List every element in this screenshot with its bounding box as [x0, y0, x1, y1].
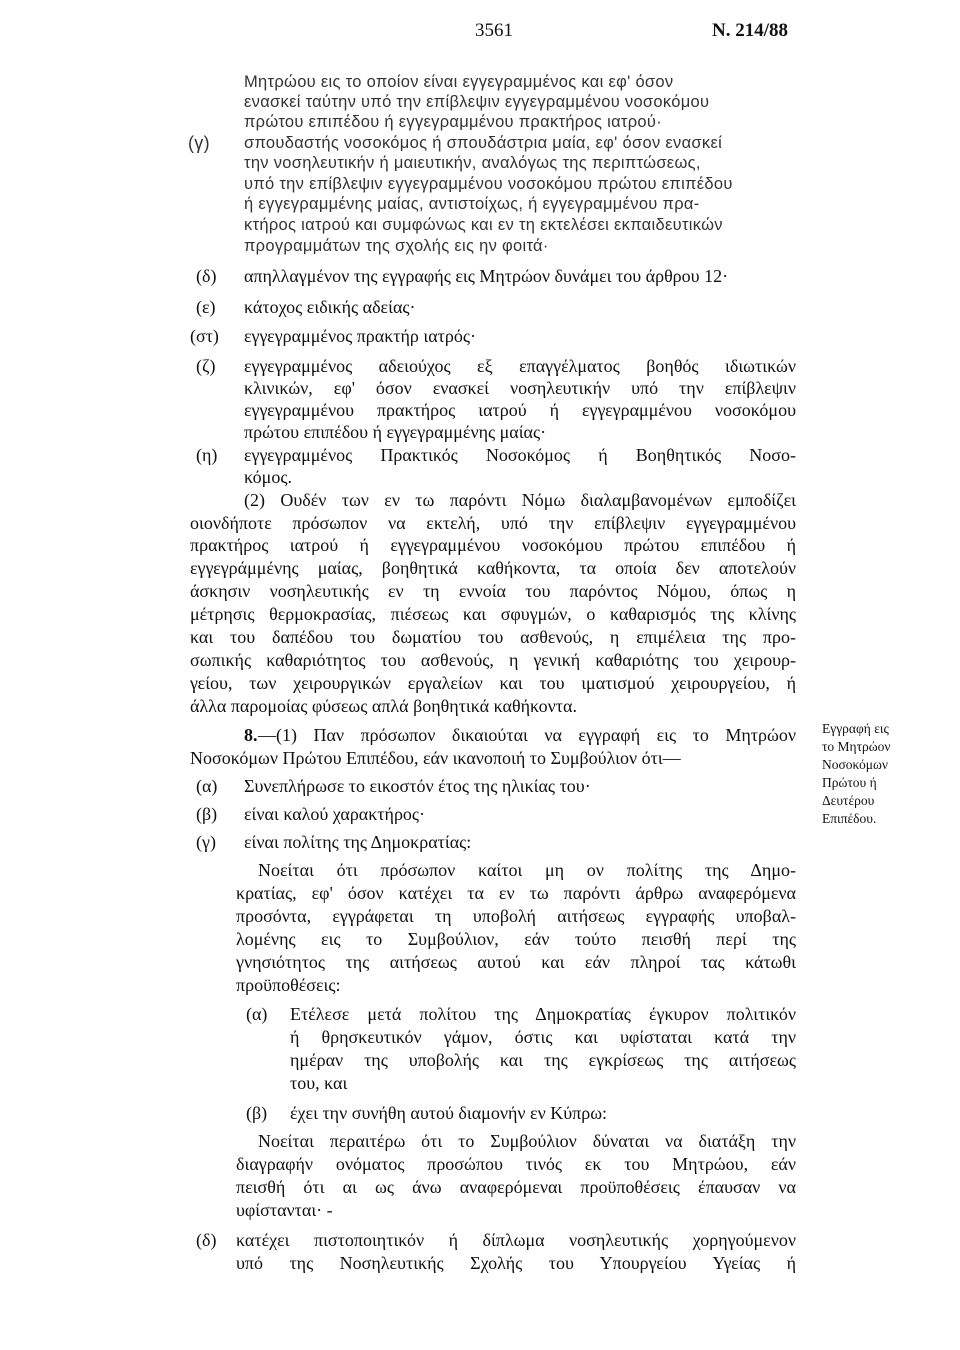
item-e-text: κάτοχος ειδικής αδείας·: [244, 297, 416, 317]
item-h-line: κόμος.: [244, 467, 292, 487]
proviso2-line: Νοείται περαιτέρω ότι το Συμβούλιον δύναται να διατάξη την: [258, 1131, 796, 1151]
para2-line: εγγεγράμμένης μαίας, βοηθητικά καθήκοντα, τα οποία δεν αποτελούν: [190, 558, 796, 578]
item-z-line: εγγεγραμμένου πρακτήρος ιατρού ή εγγεγραμμένου νοσοκόμου: [244, 400, 796, 420]
item-z-line: εγγεγραμμένος αδειούχος εξ επαγγέλματος βοηθός ιδιωτικών: [244, 356, 796, 376]
item-g-line: την νοσηλευτικήν ή μαιευτικήν, αναλόγως της περιπτώσεως,: [244, 154, 701, 172]
para2-line: μέτρησις θερμοκρασίας, πιέσεως και σφυγμών, ο καθαρισμός της κλίνης: [190, 604, 796, 624]
sub-b-text: έχει την συνήθη αυτού διαμονήν εν Κύπρω:: [290, 1103, 608, 1123]
margin-note-line: Επιπέδου.: [822, 811, 877, 826]
sub-a-line: Ετέλεσε μετά πολίτου της Δημοκρατίας έγκυρον πολιτικόν: [290, 1004, 796, 1024]
item-g-line: σπουδαστής νοσοκόμος ή σπουδάστρια μαία, εφ' όσον ενασκεί: [244, 134, 723, 152]
item-marker: (στ): [190, 326, 219, 346]
item-marker: (β): [246, 1103, 268, 1123]
item-marker: (ζ): [196, 356, 216, 376]
proviso1-line: προσόντα, εγγράφεται τη υποβολή αιτήσεως εγγραφής υποβαλ-: [236, 906, 796, 926]
sub-a-line: του, και: [290, 1073, 348, 1093]
item-marker: (δ): [196, 1230, 217, 1250]
item-z-line: κλινικών, εφ' όσον ενασκεί νοσηλευτικήν υπό την επίβλεψιν: [244, 378, 796, 398]
item-g-line: προγραμμάτων της σχολής εις ην φοιτά·: [244, 237, 549, 255]
item-z-line: πρώτου επιπέδου ή εγγεγραμμένης μαίας·: [244, 422, 547, 442]
section8-item-text: είναι καλού χαρακτήρος·: [244, 804, 426, 824]
intro-line: Μητρώου εις το οποίον είναι εγγεγραμμένος και εφ' όσον: [244, 73, 674, 91]
intro-line: ενασκεί ταύτην υπό την επίβλεψιν εγγεγραμμένου νοσοκόμου: [244, 93, 710, 111]
para2-line: οιονδήποτε πρόσωπον να εκτελή, υπό την επίβλεψιν εγγεγραμμένου: [190, 513, 796, 533]
page-header: [0, 20, 960, 50]
proviso2-line: υφίστανται· -: [236, 1200, 333, 1220]
proviso2-line: διαγραφήν ονόματος προσώπου τινός εκ του Μητρώου, εάν: [236, 1154, 796, 1174]
para2-line: άλλα παρομοίας φύσεως απλά βοηθητικά καθήκοντα.: [190, 696, 577, 716]
item-marker: (γ): [196, 832, 216, 852]
section8-item-text: είναι πολίτης της Δημοκρατίας:: [244, 832, 472, 852]
item-marker: (α): [246, 1004, 268, 1024]
item-marker: (β): [196, 804, 218, 824]
para2-line: πρακτήρος ιατρού ή εγγεγραμμένου νοσοκόμου πρώτου επιπέδου ή: [190, 535, 796, 555]
law-reference: Ν. 214/88: [712, 20, 788, 41]
item-g-line: ή εγγεγραμμένης μαίας, αντιστοίχως, ή εγγεγραμμένου πρα-: [244, 195, 700, 213]
proviso1-line: κρατίας, εφ' όσον κατέχει τα εν τω παρόντι άρθρω αναφερόμενα: [236, 883, 796, 903]
section8-item-text: Συνεπλήρωσε το εικοστόν έτος της ηλικίας του·: [244, 776, 591, 796]
para2-line: άσκησιν νοσηλευτικής εν τη εννοία του παρόντος Νόμου, όπως η: [190, 581, 796, 601]
proviso1-line: Νοείται ότι πρόσωπον καίτοι μη ον πολίτης της Δημο-: [258, 860, 796, 880]
para2-line: και του δαπέδου του δωματίου του ασθενούς, η επιμέλεια της προ-: [190, 627, 796, 647]
item-marker: (δ): [196, 266, 217, 286]
proviso2-line: πεισθή ότι αι ως άνω αναφερόμεναι προϋποθέσεις έπαυσαν να: [236, 1177, 796, 1197]
item-d-text: απηλλαγμένον της εγγραφής εις Μητρώον δυνάμει του άρθρου 12·: [244, 266, 729, 286]
margin-note-line: το Μητρώον: [822, 739, 891, 754]
item-marker: (α): [196, 776, 218, 796]
margin-note-line: Δευτέρου: [822, 793, 875, 808]
page-number: 3561: [475, 20, 513, 41]
proviso1-line: γνησιότητος της αιτήσεως αυτού και εάν πληροί τας κάτωθι: [236, 952, 796, 972]
margin-note-line: Εγγραφή εις: [822, 721, 889, 736]
sub-a-line: ημέραν της υποβολής και της εγκρίσεως της αιτήσεως: [290, 1050, 796, 1070]
para2-line: γείου, των χειρουργικών εργαλείων και του ιματισμού χειρουργείου, ή: [190, 673, 796, 693]
item-g-line: κτήρος ιατρού και συμφώνως και εν τη εκτελέσει εκπαιδευτικών: [244, 216, 723, 234]
section8-item-d-line: κατέχει πιστοποιητικόν ή δίπλωμα νοσηλευτικής χορηγούμενον: [236, 1230, 796, 1250]
para2-line: (2) Ουδέν των εν τω παρόντι Νόμω διαλαμβανομένων εμποδίζει: [244, 490, 796, 510]
proviso1-line: λομένης εις το Συμβούλιον, εάν τούτο πεισθή περί της: [236, 929, 796, 949]
item-marker: (ε): [196, 297, 216, 317]
section8-item-d-line: υπό της Νοσηλευτικής Σχολής του Υπουργείου Υγείας ή: [236, 1253, 796, 1273]
proviso1-line: προϋποθέσεις:: [236, 975, 341, 995]
section8-line: Νοσοκόμων Πρώτου Επιπέδου, εάν ικανοποιή το Συμβούλιον ότι—: [190, 748, 681, 768]
item-marker: (η): [196, 445, 218, 465]
margin-note-line: Νοσοκόμων: [822, 757, 889, 772]
item-h-line: εγγεγραμμένος Πρακτικός Νοσοκόμος ή Βοηθητικός Νοσο-: [244, 445, 796, 465]
section-number: 8.: [244, 725, 258, 745]
margin-note-line: Πρώτου ή: [822, 775, 877, 790]
item-st-text: εγγεγραμμένος πρακτήρ ιατρός·: [244, 326, 477, 346]
section8-line: —(1) Παν πρόσωπον δικαιούται να εγγραφή εις το Μητρώον: [258, 725, 796, 745]
sub-a-line: ή θρησκευτικόν γάμον, όστις και υφίσταται κατά την: [290, 1027, 796, 1047]
para2-line: σωπικής καθαριότητος του ασθενούς, η γενική καθαριότης του χειρουρ-: [190, 650, 796, 670]
intro-line: πρώτου επιπέδου ή εγγεγραμμένου πρακτήρος ιατρού·: [244, 113, 663, 131]
item-marker: (γ): [188, 133, 210, 153]
item-g-line: υπό την επίβλεψιν εγγεγραμμένου νοσοκόμου πρώτου επιπέδου: [244, 175, 733, 193]
